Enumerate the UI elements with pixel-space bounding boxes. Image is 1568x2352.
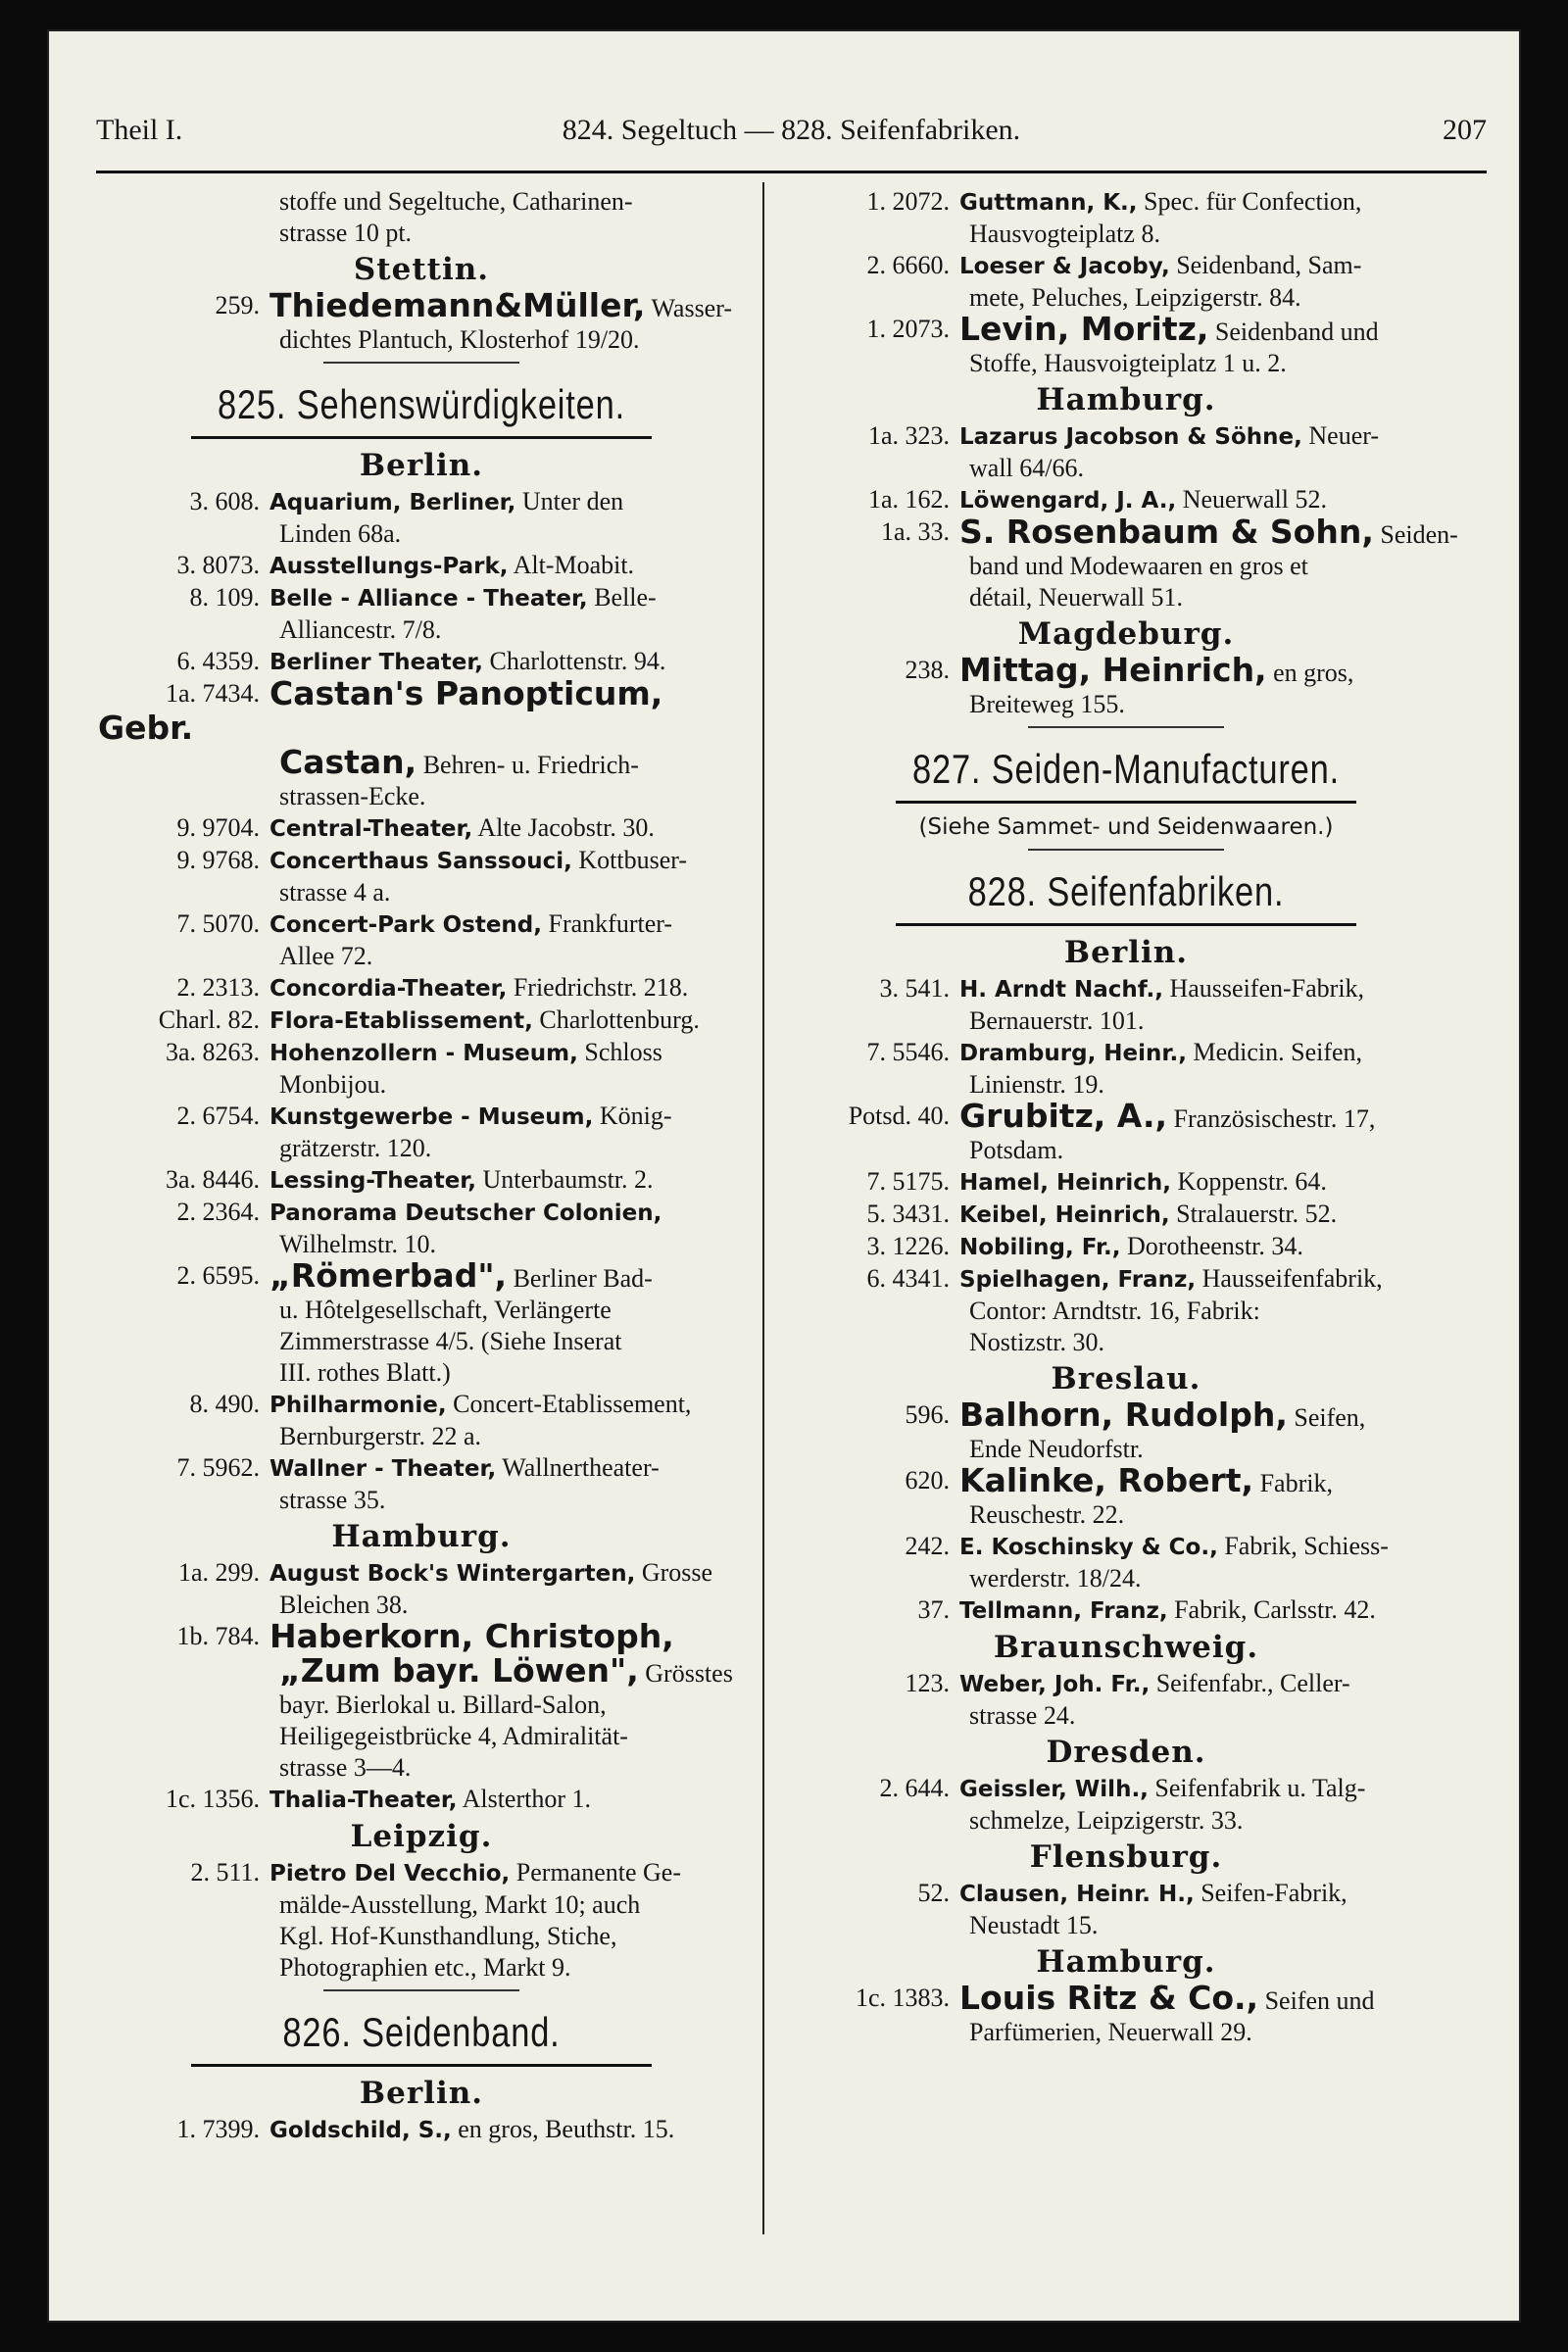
separator xyxy=(1028,849,1224,851)
entry-continuation: Nostizstr. 30. xyxy=(969,1328,1104,1356)
entry-text: Neuer- xyxy=(1301,421,1380,450)
entry-name: Belle - Alliance - Theater, xyxy=(270,586,588,612)
entry-continuation: Linienstr. 19. xyxy=(969,1070,1104,1099)
directory-entry xyxy=(788,186,1464,250)
directory-entry xyxy=(98,486,745,550)
entry-number: 238. xyxy=(905,656,950,684)
entry-text: Fabrik, Schiess- xyxy=(1217,1532,1389,1560)
entry-name: Wallner - Theater, xyxy=(270,1456,497,1482)
entry-name: Mittag, Heinrich, xyxy=(959,651,1267,689)
entry-text: Unterbaumstr. 2. xyxy=(476,1165,654,1194)
entry-text: Französischestr. 17, xyxy=(1167,1104,1376,1133)
entry-continuation: Allee 72. xyxy=(279,942,373,970)
entry-text: Concert-Etablissement, xyxy=(446,1390,692,1418)
entry-number: 3. 8073. xyxy=(176,551,260,579)
entry-number: 1c. 1383. xyxy=(855,1984,950,2012)
entry-name: Castan's Panopticum, Gebr. xyxy=(98,674,663,747)
city-heading: Breslau. xyxy=(1051,1361,1201,1396)
entry-continuation: Bernauerstr. 101. xyxy=(969,1006,1145,1035)
city-heading: Leipzig. xyxy=(350,1819,493,1854)
directory-entry xyxy=(788,1878,1464,1941)
entry-text: Alsterthor 1. xyxy=(457,1785,592,1813)
entry-name: Grubitz, A., xyxy=(959,1097,1168,1135)
entry-name: Tellmann, Franz, xyxy=(959,1598,1168,1624)
section-title: 827. Seiden-Manufacturen. xyxy=(912,746,1340,792)
entry-number: 3a. 8446. xyxy=(165,1165,260,1194)
entry-text: Behren- u. Friedrich- xyxy=(416,751,639,779)
section-rule xyxy=(896,801,1356,804)
entry-continuation: détail, Neuerwall 51. xyxy=(969,583,1184,612)
entry-continuation: strasse 24. xyxy=(969,1701,1076,1730)
directory-entry xyxy=(788,1461,1464,1531)
entry-text: Fabrik, xyxy=(1253,1469,1333,1497)
entry-number: 3. 608. xyxy=(189,487,260,515)
directory-entry xyxy=(98,972,745,1004)
entry-continuation: Zimmerstrasse 4/5. (Siehe Inserat xyxy=(279,1327,622,1355)
entry-continuation: strasse 3—4. xyxy=(279,1753,412,1782)
entry-number: 1a. 33. xyxy=(880,517,950,546)
entry-continuation: III. rothes Blatt.) xyxy=(279,1358,451,1387)
entry-continuation: schmelze, Leipzigerstr. 33. xyxy=(969,1806,1244,1835)
entry-continuation: werderstr. 18/24. xyxy=(969,1564,1142,1592)
entry-number: 2. 6595. xyxy=(176,1261,260,1290)
entry-text: Seifen und xyxy=(1258,1986,1375,2015)
entry-name: Philharmonie, xyxy=(270,1393,447,1418)
directory-entry xyxy=(788,1531,1464,1594)
city-heading: Stettin. xyxy=(353,252,490,287)
entry-text: Seidenband und xyxy=(1208,318,1379,346)
directory-entry xyxy=(98,2114,745,2146)
entry-text: Permanente Ge- xyxy=(510,1858,681,1886)
page-header xyxy=(96,98,1487,157)
entry-number: 123. xyxy=(905,1669,950,1697)
entry-text: Seifen-Fabrik, xyxy=(1194,1879,1348,1907)
directory-entry xyxy=(788,1199,1464,1231)
city-heading: Flensburg. xyxy=(1029,1839,1223,1875)
city-heading: Braunschweig. xyxy=(993,1630,1259,1665)
entry-continuation: grätzerstr. 120. xyxy=(279,1134,432,1162)
entry-continuation: Breiteweg 155. xyxy=(969,690,1125,718)
entry-number: 6. 4359. xyxy=(176,647,260,675)
entry-name: Kunstgewerbe - Museum, xyxy=(270,1104,594,1130)
directory-entry xyxy=(98,1617,745,1784)
left-column xyxy=(98,186,745,2146)
entry-name: „Römerbad", xyxy=(270,1256,508,1295)
entry-number: 7. 5070. xyxy=(176,909,260,938)
header-sections: 824. Segeltuch — 828. Seifenfabriken. xyxy=(562,114,1021,146)
entry-text: Unter den xyxy=(515,487,624,515)
entry-continuation: Monbijou. xyxy=(279,1070,387,1099)
entry-continuation: Alliancestr. 7/8. xyxy=(279,615,442,644)
entry-text: Alte Jacobstr. 30. xyxy=(472,813,655,842)
separator xyxy=(1028,726,1224,728)
entry-name: „Zum bayr. Löwen", xyxy=(279,1651,639,1690)
directory-entry xyxy=(98,1197,745,1260)
entry-text: Fabrik, Carlsstr. 42. xyxy=(1167,1595,1376,1624)
directory-entry xyxy=(788,1097,1464,1166)
entry-name: August Bock's Wintergarten, xyxy=(270,1561,636,1587)
entry-name: Goldschild, S., xyxy=(270,2118,452,2143)
directory-entry xyxy=(788,1979,1464,2048)
directory-entry xyxy=(98,674,745,812)
entry-name: Haberkorn, Christoph, xyxy=(270,1617,674,1655)
directory-entry xyxy=(788,310,1464,379)
directory-entry xyxy=(98,812,745,845)
directory-entry xyxy=(788,1263,1464,1358)
entry-number: 2. 2313. xyxy=(176,973,260,1002)
entry-text: Seiden- xyxy=(1373,520,1458,549)
entry-name: S. Rosenbaum & Sohn, xyxy=(959,513,1374,551)
directory-entry xyxy=(98,845,745,908)
separator xyxy=(323,1989,519,1991)
separator xyxy=(323,362,519,364)
section-rule xyxy=(896,923,1356,926)
entry-continuation: bayr. Bierlokal u. Billard-Salon, xyxy=(279,1690,607,1719)
entry-text: Stralauerstr. 52. xyxy=(1169,1200,1338,1228)
entry-text: Seifenfabr., Celler- xyxy=(1150,1669,1350,1697)
entry-continuation: mälde-Ausstellung, Markt 10; auch xyxy=(279,1890,641,1919)
entry-number: 2. 2364. xyxy=(176,1198,260,1226)
entry-continuation: Stoffe, Hausvoigteiplatz 1 u. 2. xyxy=(969,349,1287,377)
header-part: Theil I. xyxy=(96,114,183,146)
entry-text: Dorotheenstr. 34. xyxy=(1120,1232,1303,1260)
entry-name: Aquarium, Berliner, xyxy=(270,490,516,515)
entry-name: Keibel, Heinrich, xyxy=(959,1202,1170,1228)
entry-name: H. Arndt Nachf., xyxy=(959,977,1163,1003)
entry-name: Castan, xyxy=(279,743,417,781)
intro-line: stoffe und Segeltuche, Catharinen- xyxy=(279,187,633,216)
directory-entry xyxy=(98,286,745,356)
entry-name: Pietro Del Vecchio, xyxy=(270,1861,511,1886)
entry-continuation: Potsdam. xyxy=(969,1136,1064,1164)
city-heading: Dresden. xyxy=(1046,1735,1206,1770)
entry-number: 1. 2073. xyxy=(866,315,950,343)
entry-name: Central-Theater, xyxy=(270,816,473,842)
directory-entry xyxy=(788,1668,1464,1732)
entry-name: Hohenzollern - Museum, xyxy=(270,1041,578,1066)
directory-entry xyxy=(98,582,745,646)
entry-number: 596. xyxy=(905,1400,950,1429)
entry-text: en gros, Beuthstr. 15. xyxy=(451,2115,675,2143)
directory-entry xyxy=(98,1101,745,1164)
entry-text: Alt-Moabit. xyxy=(508,551,635,579)
entry-text: Frankfurter- xyxy=(542,909,673,938)
section-title: 825. Sehenswürdigkeiten. xyxy=(217,381,625,427)
entry-number: 620. xyxy=(905,1466,950,1494)
entry-name: Kalinke, Robert, xyxy=(959,1461,1254,1499)
entry-name: Concert-Park Ostend, xyxy=(270,912,542,938)
entry-number: 3a. 8263. xyxy=(165,1038,260,1066)
entry-continuation: dichtes Plantuch, Klosterhof 19/20. xyxy=(279,325,640,354)
city-heading: Hamburg. xyxy=(1036,1944,1216,1980)
entry-name: Louis Ritz & Co., xyxy=(959,1979,1259,2017)
entry-number: 3. 1226. xyxy=(866,1232,950,1260)
directory-entry xyxy=(98,908,745,972)
entry-name: Lessing-Theater, xyxy=(270,1168,476,1194)
directory-entry xyxy=(788,250,1464,314)
entry-text: Wallnertheater- xyxy=(496,1453,660,1482)
entry-number: 9. 9768. xyxy=(176,846,260,874)
entry-continuation: mete, Peluches, Leipzigerstr. 84. xyxy=(969,283,1301,312)
directory-entry xyxy=(788,1166,1464,1199)
directory-page xyxy=(47,29,1521,2323)
section-title: 828. Seifenfabriken. xyxy=(967,868,1285,914)
entry-number: 9. 9704. xyxy=(176,813,260,842)
entry-continuation: Bleichen 38. xyxy=(279,1591,409,1619)
section-rule xyxy=(191,2064,652,2067)
entry-number: 8. 490. xyxy=(189,1390,260,1418)
entry-continuation: strasse 4 a. xyxy=(279,878,391,906)
entry-name: Berliner Theater, xyxy=(270,650,484,675)
entry-name: Panorama Deutscher Colonien, xyxy=(270,1200,662,1226)
entry-name: Guttmann, K., xyxy=(959,190,1138,216)
entry-name: Löwengard, J. A., xyxy=(959,488,1177,514)
entry-name: Weber, Joh. Fr., xyxy=(959,1672,1151,1697)
entry-number: 2. 511. xyxy=(190,1858,260,1886)
entry-number: 3. 541. xyxy=(879,974,950,1003)
entry-text: Medicin. Seifen, xyxy=(1186,1038,1363,1066)
entry-name: Thiedemann&Müller, xyxy=(270,286,646,324)
section-title: 826. Seidenband. xyxy=(282,2009,561,2055)
directory-entry xyxy=(98,1452,745,1516)
entry-number: 7. 5546. xyxy=(866,1038,950,1066)
entry-number: 5. 3431. xyxy=(866,1200,950,1228)
entry-number: Charl. 82. xyxy=(158,1005,260,1034)
entry-name: E. Koschinsky & Co., xyxy=(959,1535,1218,1560)
entry-continuation: Kgl. Hof-Kunsthandlung, Stiche, xyxy=(279,1922,617,1950)
city-heading: Berlin. xyxy=(1063,935,1189,970)
directory-entry xyxy=(98,1004,745,1037)
cross-reference-note: (Siehe Sammet- und Seidenwaaren.) xyxy=(918,814,1334,840)
entry-name: Thalia-Theater, xyxy=(270,1788,458,1813)
entry-text: Belle- xyxy=(587,583,657,612)
directory-entry xyxy=(788,420,1464,484)
entry-continuation: Bernburgerstr. 22 a. xyxy=(279,1422,482,1450)
directory-entry xyxy=(98,550,745,582)
directory-entry xyxy=(788,1396,1464,1465)
entry-name: Levin, Moritz, xyxy=(959,310,1209,348)
directory-entry xyxy=(98,1857,745,1984)
city-heading: Magdeburg. xyxy=(1017,616,1235,652)
entry-name: Flora-Etablissement, xyxy=(270,1008,533,1034)
city-heading: Hamburg. xyxy=(1036,382,1216,417)
directory-entry xyxy=(788,651,1464,720)
entry-number: 1. 2072. xyxy=(866,187,950,216)
entry-text: Koppenstr. 64. xyxy=(1171,1167,1327,1196)
entry-continuation: Contor: Arndtstr. 16, Fabrik: xyxy=(969,1297,1260,1325)
entry-number: 1. 7399. xyxy=(176,2115,260,2143)
entry-text: Berliner Bad- xyxy=(507,1264,653,1293)
entry-name: Dramburg, Heinr., xyxy=(959,1041,1187,1066)
entry-number: 2. 6660. xyxy=(866,251,950,279)
entry-text: Grosse xyxy=(635,1558,713,1587)
entry-text: Neuerwall 52. xyxy=(1176,485,1327,514)
directory-entry xyxy=(788,1037,1464,1101)
entry-text: Seifenfabrik u. Talg- xyxy=(1148,1774,1366,1802)
city-heading: Berlin. xyxy=(359,2076,484,2111)
city-heading: Berlin. xyxy=(359,448,484,483)
entry-continuation: Reuschestr. 22. xyxy=(969,1500,1125,1529)
entry-name: Nobiling, Fr., xyxy=(959,1235,1121,1260)
entry-continuation: Neustadt 15. xyxy=(969,1911,1099,1939)
entry-continuation: wall 64/66. xyxy=(969,454,1084,482)
directory-entry xyxy=(788,1231,1464,1263)
entry-number: 2. 6754. xyxy=(176,1102,260,1130)
entry-continuation: Linden 68a. xyxy=(279,519,402,548)
header-rule xyxy=(96,171,1487,173)
entry-continuation: band und Modewaaren en gros et xyxy=(969,552,1308,580)
entry-name: Balhorn, Rudolph, xyxy=(959,1396,1288,1434)
entry-continuation: strassen-Ecke. xyxy=(279,782,426,810)
entry-text: König- xyxy=(593,1102,672,1130)
entry-name: Lazarus Jacobson & Söhne, xyxy=(959,424,1302,450)
entry-name: Geissler, Wilh., xyxy=(959,1777,1149,1802)
entry-text: Seidenband, Sam- xyxy=(1169,251,1362,279)
entry-number: 6. 4341. xyxy=(866,1264,950,1293)
entry-name: Hamel, Heinrich, xyxy=(959,1170,1172,1196)
directory-entry xyxy=(98,1164,745,1197)
entry-continuation: Ende Neudorfstr. xyxy=(969,1435,1144,1463)
entry-text: Friedrichstr. 218. xyxy=(507,973,689,1002)
directory-entry xyxy=(788,973,1464,1037)
entry-continuation: u. Hôtelgesellschaft, Verlängerte xyxy=(279,1296,612,1324)
entry-name: Loeser & Jacoby, xyxy=(959,254,1170,279)
entry-text: Seifen, xyxy=(1287,1403,1366,1432)
directory-entry xyxy=(98,1784,745,1816)
entry-name: Spielhagen, Franz, xyxy=(959,1267,1197,1293)
directory-entry xyxy=(98,1557,745,1621)
entry-number: Potsd. 40. xyxy=(848,1102,950,1130)
entry-number: 242. xyxy=(905,1532,950,1560)
directory-entry xyxy=(98,1389,745,1452)
section-rule xyxy=(191,436,652,439)
entry-text: Wasser- xyxy=(645,294,733,322)
directory-entry xyxy=(788,1773,1464,1837)
entry-text: en gros, xyxy=(1266,659,1354,687)
page-number: 207 xyxy=(1443,114,1487,146)
entry-continuation: Heiligegeistbrücke 4, Admiralität- xyxy=(279,1722,628,1750)
entry-number: 1b. 784. xyxy=(176,1622,260,1650)
entry-number: 8. 109. xyxy=(189,583,260,612)
entry-text: Kottbuser- xyxy=(571,846,688,874)
entry-number: 52. xyxy=(917,1879,950,1907)
entry-text: Schloss xyxy=(577,1038,662,1066)
entry-continuation: Wilhelmstr. 10. xyxy=(279,1230,436,1258)
entry-continuation: strasse 35. xyxy=(279,1486,386,1514)
entry-continuation: Photographien etc., Markt 9. xyxy=(279,1953,571,1982)
entry-name: Clausen, Heinr. H., xyxy=(959,1882,1195,1907)
entry-number: 7. 5175. xyxy=(866,1167,950,1196)
directory-entry xyxy=(788,513,1464,613)
city-heading: Hamburg. xyxy=(331,1519,512,1554)
column-divider xyxy=(762,182,764,2234)
intro-line: strasse 10 pt. xyxy=(279,219,413,247)
entry-number: 1a. 299. xyxy=(177,1558,260,1587)
entry-name: Concerthaus Sanssouci, xyxy=(270,849,572,874)
entry-text: Grösstes xyxy=(638,1659,733,1688)
entry-number: 2. 644. xyxy=(879,1774,950,1802)
entry-continuation: Parfümerien, Neuerwall 29. xyxy=(969,2018,1252,2046)
entry-name: Concordia-Theater, xyxy=(270,976,508,1002)
entry-name: Ausstellungs-Park, xyxy=(270,554,509,579)
right-column xyxy=(788,186,1464,2048)
entry-number: 1a. 323. xyxy=(867,421,950,450)
entry-text: Hausseifen-Fabrik, xyxy=(1162,974,1365,1003)
entry-text: Charlottenstr. 94. xyxy=(483,647,666,675)
entry-text: Charlottenburg. xyxy=(532,1005,700,1034)
directory-entry xyxy=(98,1256,745,1389)
entry-text: Hausseifenfabrik, xyxy=(1196,1264,1383,1293)
entry-number: 1a. 7434. xyxy=(165,679,260,708)
entry-number: 1a. 162. xyxy=(867,485,950,514)
entry-number: 37. xyxy=(917,1595,950,1624)
entry-number: 259. xyxy=(215,291,260,319)
entry-text: Spec. für Confection, xyxy=(1137,187,1362,216)
entry-number: 7. 5962. xyxy=(176,1453,260,1482)
directory-entry xyxy=(788,1594,1464,1627)
entry-number: 1c. 1356. xyxy=(165,1785,260,1813)
directory-entry xyxy=(98,1037,745,1101)
entry-continuation: Hausvogteiplatz 8. xyxy=(969,220,1160,248)
